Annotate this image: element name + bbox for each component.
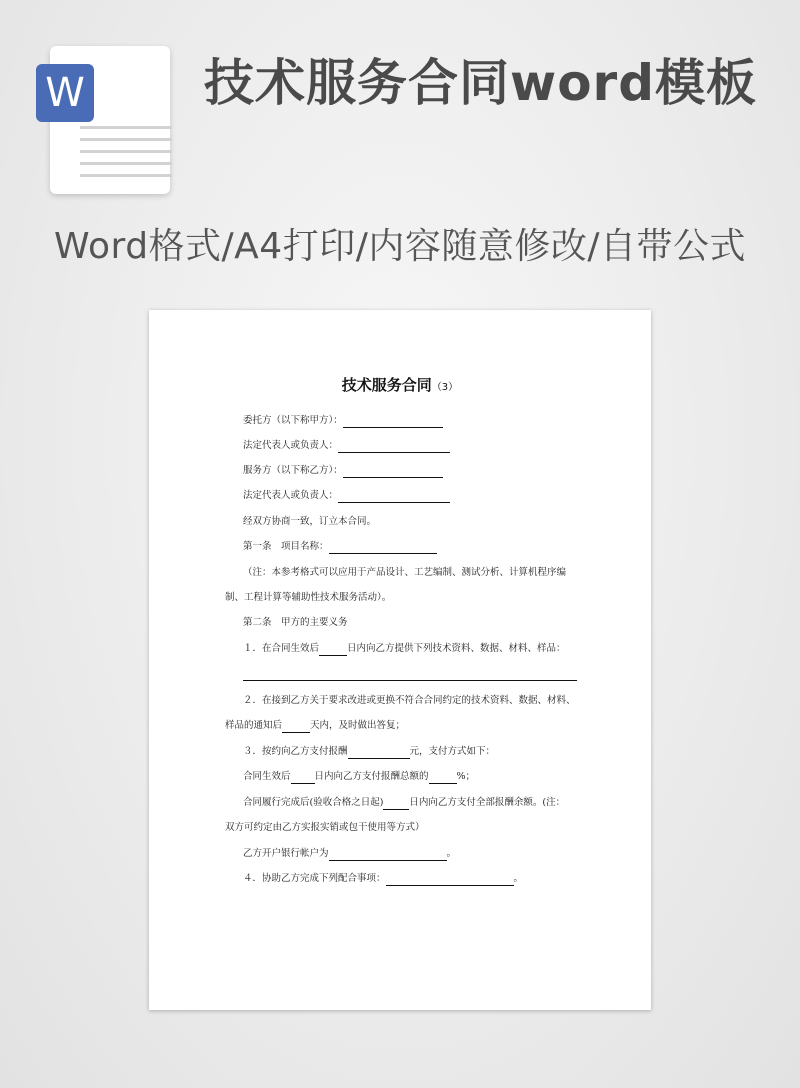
document-title-number: （3）: [431, 382, 459, 393]
document-title-text: 技术服务合同: [341, 376, 432, 394]
file-line: [80, 174, 172, 177]
client-label: 委托方（以下称甲方）：: [243, 415, 343, 426]
file-line: [80, 126, 172, 129]
item-3-line: [243, 745, 495, 759]
payment-2-days-blank: [383, 799, 409, 810]
page-title: 技术服务合同word模板: [204, 54, 757, 112]
provider-label: 服务方（以下称乙方）：: [243, 465, 343, 476]
provider-rep-line: [243, 489, 450, 503]
payment-2-note-line: 双方可约定由乙方实报实销或包干使用等方式）: [225, 822, 425, 833]
client-rep-line: [243, 439, 450, 453]
bank-account-line: [243, 847, 456, 861]
item-4-line: [243, 872, 523, 886]
payment-2-text-b: 日内向乙方支付全部报酬余额。(注：: [409, 797, 566, 808]
payment-1-days-blank: [291, 773, 315, 784]
client-rep-label: 法定代表人或负责人：: [243, 440, 339, 451]
project-name-blank: [329, 543, 437, 554]
word-logo-icon: W: [36, 64, 94, 122]
item-3-amount-blank: [348, 748, 410, 759]
bank-account-end: 。: [446, 848, 457, 859]
item-2-text-b2: 天内，及时做出答复；: [310, 720, 406, 731]
item-1-text-a: １．在合同生效后: [243, 643, 320, 654]
payment-1-line: [243, 770, 475, 784]
provider-rep-blank: [338, 492, 450, 503]
item-1-text-b: 日内向乙方提供下列技术资料、数据、材料、样品：: [347, 643, 566, 654]
item-1-fill-rule: [243, 680, 577, 681]
item-1-line: [243, 642, 566, 656]
item-2-text-b1: 样品的通知后: [225, 720, 283, 731]
provider-line: [243, 464, 443, 478]
document-title: [149, 374, 651, 395]
article-1-label: 第一条 项目名称：: [243, 541, 329, 552]
item-4-blank: [386, 875, 514, 886]
note-line-1: （注：本参考格式可以应用于产品设计、工艺编制、测试分析、计算机程序编: [243, 567, 567, 578]
file-line: [80, 138, 172, 141]
client-line: [243, 414, 443, 428]
provider-rep-label: 法定代表人或负责人：: [243, 490, 339, 501]
item-4-text-a: ４．协助乙方完成下列配合事项：: [243, 873, 386, 884]
bank-account-label: 乙方开户银行帐户为: [243, 848, 329, 859]
document-page: [149, 310, 651, 1010]
payment-1-percent-blank: [429, 773, 457, 784]
file-line: [80, 162, 172, 165]
payment-1-text-c: %；: [456, 771, 476, 782]
word-file-icon: [36, 44, 172, 196]
client-rep-blank: [338, 442, 450, 453]
item-3-text-b: 元，支付方式如下：: [409, 746, 496, 757]
payment-2-line: [243, 796, 565, 810]
provider-blank: [343, 467, 443, 478]
item-2-line-a: ２．在接到乙方关于要求改进或更换不符合合同约定的技术资料、数据、材料、: [243, 695, 576, 706]
article-1-line: [243, 540, 437, 554]
item-1-days-blank: [319, 645, 347, 656]
payment-2-text-a: 合同履行完成后(验收合格之日起): [243, 797, 384, 808]
file-line: [80, 150, 172, 153]
item-4-end: 。: [513, 873, 524, 884]
page-subtitle: Word格式/A4打印/内容随意修改/自带公式: [54, 226, 746, 267]
agreement-line: 经双方协商一致，订立本合同。: [243, 516, 377, 527]
payment-1-text-a: 合同生效后: [243, 771, 291, 782]
item-3-text-a: ３．按约向乙方支付报酬: [243, 746, 348, 757]
article-2-line: 第二条 甲方的主要义务: [243, 617, 348, 628]
item-2-days-blank: [282, 722, 310, 733]
note-line-2: 制、工程计算等辅助性技术服务活动）。: [225, 592, 392, 603]
bank-account-blank: [329, 850, 447, 861]
payment-1-text-b: 日内向乙方支付报酬总额的: [314, 771, 429, 782]
item-2-line-b: [225, 719, 405, 733]
client-blank: [343, 417, 443, 428]
